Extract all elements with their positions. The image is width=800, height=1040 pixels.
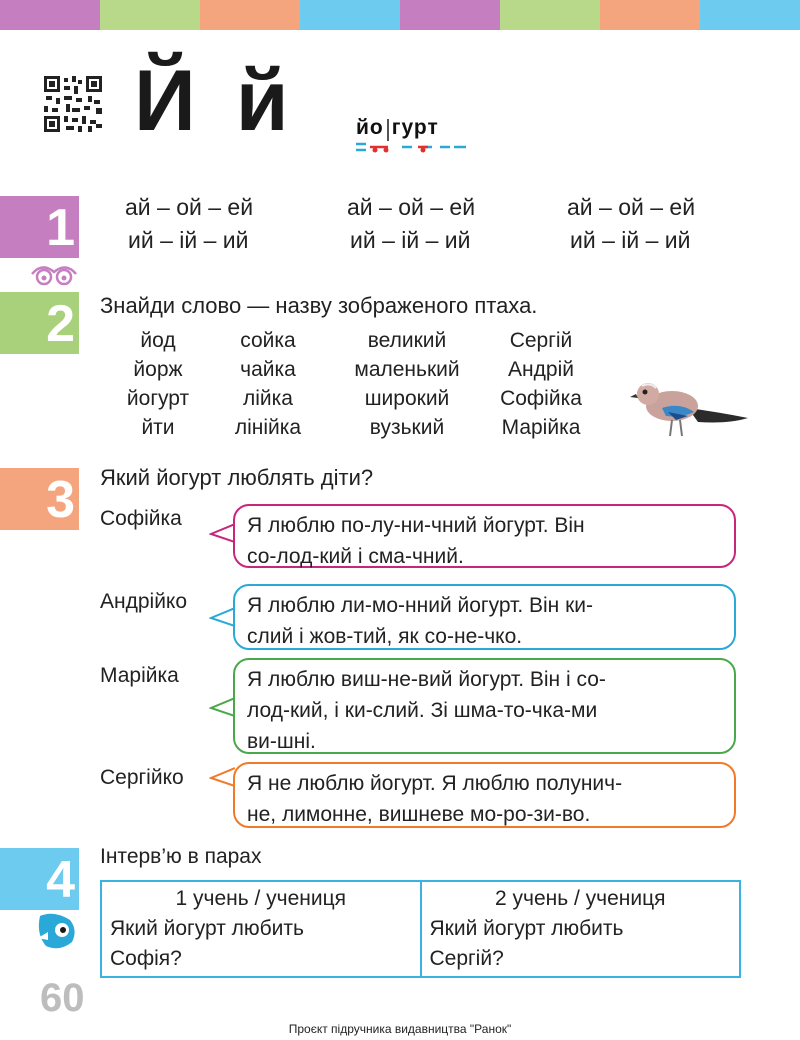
speaker-name: Марійка — [100, 664, 179, 687]
interview-col-head: 2 учень / учениця — [494, 887, 666, 910]
word-item: йти — [141, 416, 175, 439]
word-item: маленький — [354, 358, 460, 381]
bubble-tail — [209, 696, 235, 718]
word-item: йогурт — [126, 387, 190, 410]
interview-cell-1 — [101, 881, 421, 977]
exercise-number-3: 3 — [0, 468, 79, 530]
syllable-row-1-b: ай – ой – ей — [347, 194, 476, 220]
syllable-row-2-c: ий – ій – ий — [570, 227, 691, 253]
exercise-2-instruction: Знайди слово — назву зображеного птаха. — [100, 293, 538, 318]
speech-bubble — [233, 584, 736, 650]
bubble-tail — [209, 606, 235, 628]
speaker-name: Софійка — [100, 507, 182, 530]
word-syllable-2: гурт — [391, 116, 439, 139]
interview-question: Який йогурт любить — [429, 917, 624, 940]
bubble-line: Я люблю по-лу-ни-чний йогурт. Він — [247, 514, 585, 537]
bubble-line: Я люблю ли-мо-нний йогурт. Він ки- — [247, 594, 594, 617]
interview-question: Софія? — [110, 947, 182, 970]
interview-question: Сергій? — [429, 947, 504, 970]
exercise-number-2: 2 — [0, 292, 79, 354]
syllable-row-1-a: ай – ой – ей — [125, 194, 254, 220]
word-item: йорж — [133, 358, 183, 381]
jay-bird-icon — [628, 372, 752, 444]
eyes-icon — [30, 262, 78, 286]
word-column-2 — [218, 326, 318, 442]
page-title-letters: Й й — [134, 53, 297, 149]
interview-question: Який йогурт любить — [110, 917, 304, 940]
speech-bubble — [233, 658, 736, 754]
syllable-row-2-a: ий – ій – ий — [128, 227, 249, 253]
bubble-line: ви-шні. — [247, 730, 316, 753]
word-item: великий — [367, 329, 447, 352]
speaker-name: Сергійко — [100, 766, 184, 789]
word-column-1 — [108, 326, 208, 442]
word-item: Сергій — [509, 329, 573, 352]
bubble-line: со-лод-кий і сма-чний. — [247, 545, 464, 568]
speaker-name: Андрійко — [100, 590, 188, 613]
word-item: Софійка — [500, 387, 582, 410]
word-item: лінійка — [234, 416, 302, 439]
word-item: Андрій — [508, 358, 574, 381]
exercise-number-1: 1 — [0, 196, 79, 258]
interview-col-head: 1 учень / учениця — [175, 887, 347, 910]
word-item: вузький — [369, 416, 445, 439]
bubble-line: Я люблю виш-не-вий йогурт. Він і со- — [247, 668, 606, 691]
bubble-line: Я не люблю йогурт. Я люблю полунич- — [247, 772, 623, 795]
interview-table — [100, 880, 741, 978]
word-item: лійка — [243, 387, 293, 410]
bubble-line: лод-кий, і ки-слий. Зі шма-то-чка-ми — [247, 699, 598, 722]
word-item: сойка — [240, 329, 296, 352]
bubble-line: слий і жов-тий, як со-не-чко. — [247, 625, 523, 648]
exercise-4-title: Інтерв’ю в парах — [100, 845, 262, 868]
speech-bubble — [233, 504, 736, 568]
word-column-4 — [486, 326, 596, 442]
page-number: 60 — [40, 976, 85, 1020]
bubble-line: не, лимонне, вишневе мо-ро-зи-во. — [247, 803, 591, 826]
sound-scheme-icon — [356, 138, 468, 156]
interview-cell-2 — [421, 881, 741, 977]
word-item: широкий — [364, 387, 450, 410]
bubble-tail — [209, 766, 235, 788]
word-column-3 — [332, 326, 482, 442]
syllable-row-1-c: ай – ой – ей — [567, 194, 696, 220]
syllable-row-2-b: ий – ій – ий — [350, 227, 471, 253]
footer-text: Проєкт підручника видавництва "Ранок" — [288, 1022, 512, 1036]
word-syllable-1: йо — [356, 116, 384, 139]
bubble-tail — [209, 522, 235, 544]
qr-code-icon[interactable] — [44, 76, 102, 132]
speech-bubble — [233, 762, 736, 828]
exercise-3-question: Який йогурт люблять діти? — [100, 465, 374, 490]
word-item: Марійка — [501, 416, 581, 439]
chat-bird-icon — [34, 912, 78, 952]
exercise-number-4: 4 — [0, 848, 79, 910]
word-item: чайка — [240, 358, 296, 381]
word-item: йод — [140, 329, 176, 352]
